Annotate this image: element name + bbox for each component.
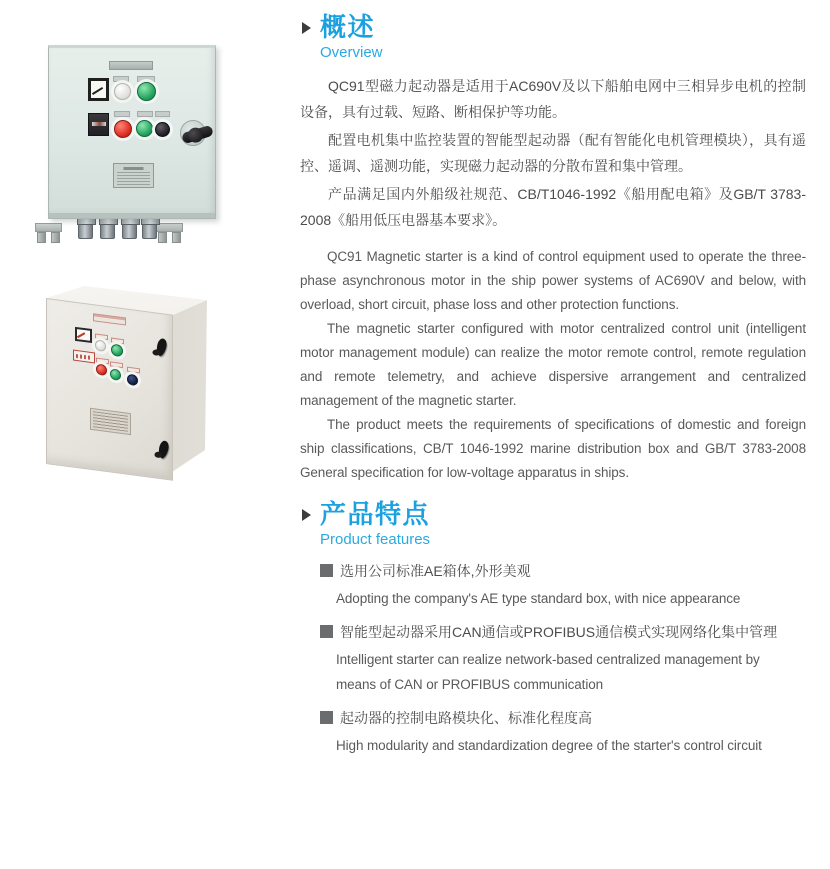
cable-gland-icon bbox=[78, 219, 93, 239]
bullet-square-icon bbox=[320, 625, 333, 638]
ammeter-gauge-icon bbox=[88, 78, 109, 101]
feature-item bbox=[320, 621, 806, 643]
indicator-lamp-white bbox=[114, 83, 131, 100]
button-label-tag bbox=[113, 76, 129, 82]
door-latch-icon bbox=[155, 337, 168, 357]
cabinet-front-panel bbox=[46, 298, 173, 481]
stop-button-red bbox=[96, 364, 107, 376]
feature-text-en: High modularity and standardization degree of the starter's control circuit bbox=[336, 738, 762, 753]
section-arrow-icon bbox=[302, 22, 311, 34]
content-column bbox=[300, 12, 806, 760]
feature-item bbox=[320, 560, 806, 582]
cabinet-name-label bbox=[93, 313, 126, 325]
section-arrow-icon bbox=[302, 509, 311, 521]
stop-button-red bbox=[114, 120, 132, 138]
overview-paragraph-zh: 配置电机集中监控装置的智能型起动器（配有智能化电机管理模块），具有遥控、遥调、遥测功能，实现磁力起动器的分散布置和集中管理。 bbox=[300, 132, 806, 174]
features-title-en: Product features bbox=[320, 531, 431, 548]
cabinet-front-panel bbox=[48, 45, 216, 219]
button-label-tag bbox=[110, 361, 123, 368]
circuit-breaker-icon bbox=[88, 113, 109, 136]
start-button-green bbox=[137, 82, 156, 101]
button-label-tag bbox=[155, 111, 170, 117]
overview-paragraph-en: The magnetic starter configured with motor centralized control unit (intelligent motor management module) can realize the motor remote control, remote regulation and remote telemetry, and achieve dispersive arrangement and centralized management of the magnetic starter. bbox=[300, 321, 806, 408]
nameplate bbox=[90, 408, 131, 435]
door-latch-icon bbox=[157, 439, 170, 459]
overview-english-block bbox=[300, 245, 806, 485]
bullet-square-icon bbox=[320, 564, 333, 577]
cable-gland-icon bbox=[142, 219, 157, 239]
mounting-foot-icon bbox=[156, 223, 183, 232]
overview-section-header bbox=[300, 12, 806, 42]
cable-gland-icon bbox=[100, 219, 115, 239]
feature-text-en: Intelligent starter can realize network-based centralized management by means of CAN or PROFIBUS communication bbox=[336, 652, 760, 692]
run-button-green bbox=[136, 120, 153, 137]
cable-gland-icon bbox=[122, 219, 137, 239]
overview-paragraph-zh: 产品满足国内外船级社规范、CB/T1046-1992《船用配电箱》及GB/T 3783-2008《船用低压电器基本要求》。 bbox=[300, 186, 806, 228]
feature-item bbox=[320, 707, 806, 729]
overview-paragraph-zh: QC91型磁力起动器是适用于AC690V及以下船舶电网中三相异步电机的控制设备，具有过载、短路、断相保护等功能。 bbox=[300, 78, 806, 120]
button-label-tag bbox=[96, 358, 109, 365]
feature-text-en: Adopting the company's AE type standard box, with nice appearance bbox=[336, 591, 741, 606]
front-cabinet-photo bbox=[35, 42, 245, 247]
overview-title-zh: 概述 bbox=[320, 12, 376, 42]
indicator-lamp-white bbox=[95, 339, 106, 351]
nameplate bbox=[113, 163, 154, 188]
features-title-zh: 产品特点 bbox=[320, 499, 431, 529]
test-button-navy bbox=[127, 374, 138, 386]
warning-label bbox=[73, 350, 95, 364]
feature-text-zh: 选用公司标准AE箱体,外形美观 bbox=[340, 563, 531, 579]
features-section-header bbox=[300, 499, 806, 529]
start-button-green bbox=[111, 344, 123, 358]
feature-text-zh: 起动器的控制电路模块化、标准化程度高 bbox=[340, 710, 592, 726]
feature-text-zh: 智能型起动器采用CAN通信或PROFIBUS通信模式实现网络化集中管理 bbox=[340, 624, 778, 640]
button-label-tag bbox=[127, 367, 140, 374]
overview-paragraph-en: QC91 Magnetic starter is a kind of control equipment used to operate the three-phase asynchronous motor in the ship power systems of AC690V and below, with overload, short circuit, phase loss and other protection functions. bbox=[300, 249, 806, 312]
button-label-tag bbox=[114, 111, 130, 117]
button-label-tag bbox=[95, 333, 108, 340]
cabinet-name-label bbox=[109, 61, 153, 70]
overview-paragraph-en: The product meets the requirements of specifications of domestic and foreign ship classifications, CB/T 1046-1992 marine distribution box and GB/T 3783-2008 General specification for low-voltage apparatus in ships. bbox=[300, 417, 806, 480]
button-label-tag bbox=[111, 338, 124, 345]
overview-title-en: Overview bbox=[320, 44, 383, 61]
features-section bbox=[300, 499, 806, 758]
bullet-square-icon bbox=[320, 711, 333, 724]
ammeter-gauge-icon bbox=[75, 327, 92, 343]
test-button-black bbox=[155, 122, 170, 137]
button-label-tag bbox=[137, 111, 153, 117]
angled-cabinet-photo bbox=[40, 286, 225, 491]
run-button-green bbox=[110, 368, 121, 380]
mounting-foot-icon bbox=[35, 223, 62, 232]
